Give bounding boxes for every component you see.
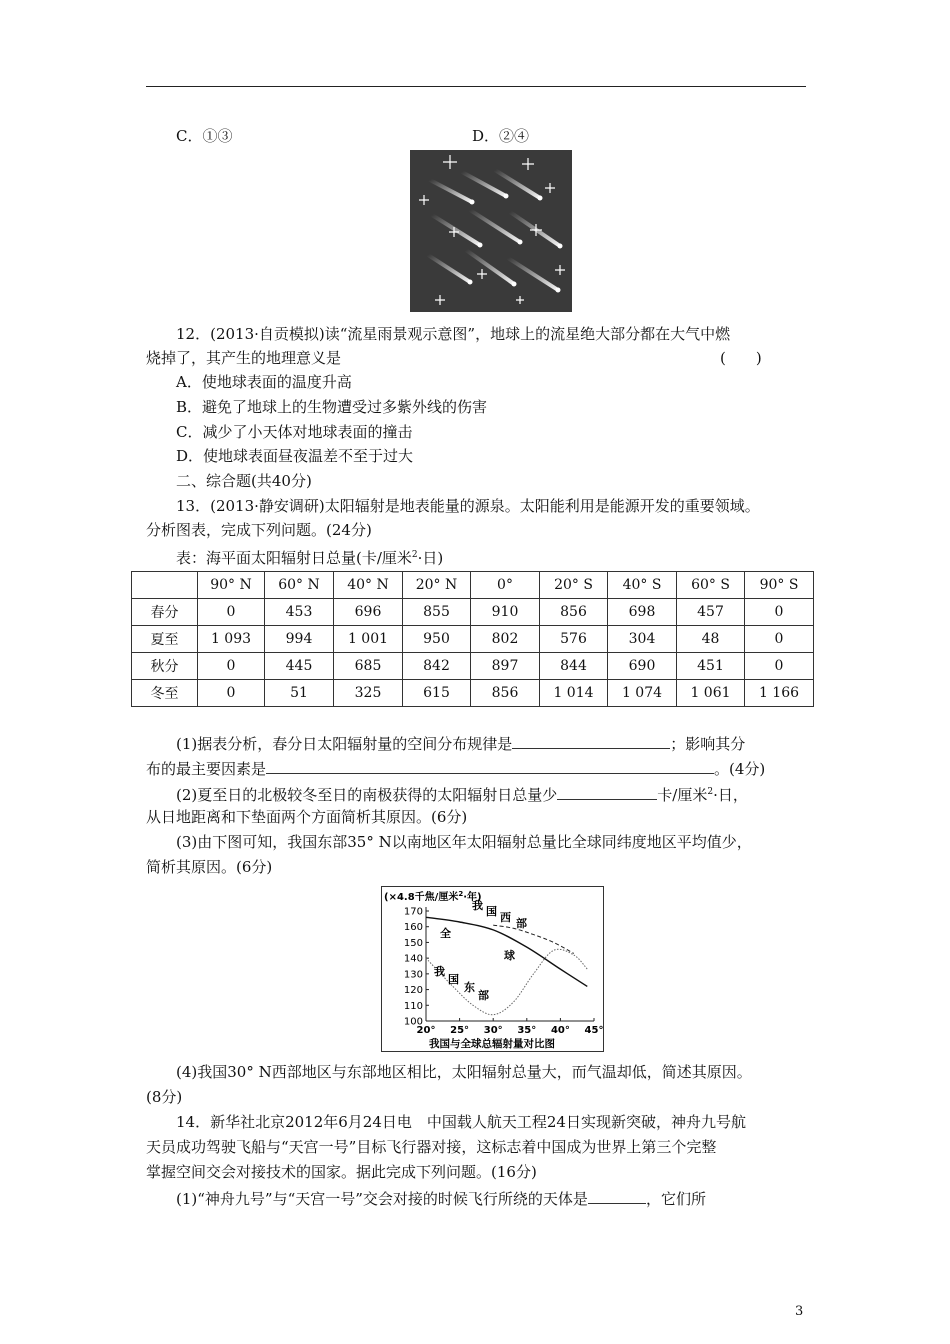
answer-blank[interactable] [266, 757, 714, 774]
q13-line1: 13．(2013·静安调研)太阳辐射是地表能量的源泉。太阳能利用是能源开发的重要领域。 [176, 497, 760, 515]
q13-sub2-line1: (2)夏至日的北极较冬至日的南极获得的太阳辐射日总量少 卡/厘米$^2$·日， [176, 782, 748, 805]
table-cell: 950 [403, 626, 471, 653]
chart-annotation-east: 我 [434, 965, 445, 978]
chart-x-tick-label: 45° [584, 1025, 603, 1036]
table-cell: 1 001 [334, 626, 403, 653]
q13-sub4-line2: (8分) [146, 1088, 183, 1106]
table-cell: 1 166 [745, 680, 814, 707]
q13-sub1-line1: (1)据表分析，春分日太阳辐射量的空间分布规律是 ；影响其分 [176, 732, 745, 754]
page-number: 3 [795, 1304, 804, 1319]
q13-line2: 分析图表，完成下列问题。(24分) [146, 521, 372, 539]
q12-line1: 12．(2013·自贡模拟)读“流星雨景观示意图”，地球上的流星绝大部分都在大气中燃 [176, 325, 731, 343]
table-cell [132, 572, 198, 599]
q14-line3: 掌握空间交会对接技术的国家。据此完成下列问题。(16分) [146, 1163, 537, 1181]
chart-annotation-global: 全 [440, 927, 451, 940]
chart-y-tick-label: 130 [403, 969, 423, 981]
table-cell: 1 061 [677, 680, 745, 707]
q13-sub3-line1: (3)由下图可知，我国东部35° N以南地区年太阳辐射总量比全球同纬度地区平均值少， [176, 833, 752, 851]
table-cell: 40° N [334, 572, 403, 599]
meteor-head [518, 240, 523, 245]
chart-annotation-west: 部 [516, 917, 527, 930]
table-cell: 615 [403, 680, 471, 707]
table-cell: 90° S [745, 572, 814, 599]
chart-x-tick-label: 40° [550, 1025, 570, 1036]
q13-sub1-line2: 布的最主要因素是 。(4分) [146, 757, 765, 779]
table-cell: 855 [403, 599, 471, 626]
chart-x-tick-label: 35° [517, 1025, 537, 1036]
table-cell: 0° [471, 572, 540, 599]
table-cell: 685 [334, 653, 403, 680]
chart-annotation-west: 西 [500, 911, 511, 924]
table-cell: 0 [745, 626, 814, 653]
q12-option-c: C．减少了小天体对地球表面的撞击 [176, 423, 413, 441]
table-cell: 夏至 [132, 626, 198, 653]
table-cell: 1 014 [540, 680, 608, 707]
meteor-head [538, 196, 543, 201]
q14-sub1-line1: (1)“神舟九号”与“天宫一号”交会对接的时候飞行所绕的天体是 ，它们所 [176, 1187, 706, 1209]
chart-y-tick-label: 140 [403, 953, 423, 965]
section-heading: 二、综合题(共40分) [176, 472, 312, 490]
chart-annotation-west: 国 [486, 905, 497, 918]
table-cell: 1 074 [608, 680, 677, 707]
table-cell: 856 [540, 599, 608, 626]
chart-annotation-east: 东 [464, 981, 475, 994]
table-cell: 60° N [265, 572, 334, 599]
chart-annotation-east: 部 [478, 989, 489, 1002]
table-cell: 冬至 [132, 680, 198, 707]
radiation-table [131, 571, 814, 707]
meteor-head [558, 244, 563, 249]
table-cell: 春分 [132, 599, 198, 626]
table-cell: 325 [334, 680, 403, 707]
table-row [132, 653, 814, 680]
table-cell: 0 [745, 599, 814, 626]
meteor-head [478, 243, 483, 248]
chart-ylabel: (×4.8千焦/厘米$^2$·年) [384, 890, 482, 903]
header-rule [146, 86, 806, 87]
table-cell: 457 [677, 599, 745, 626]
table-cell: 897 [471, 653, 540, 680]
table-cell: 1 093 [198, 626, 265, 653]
table-cell: 994 [265, 626, 334, 653]
table-cell: 698 [608, 599, 677, 626]
table-cell: 856 [471, 680, 540, 707]
table-cell: 576 [540, 626, 608, 653]
table-cell: 40° S [608, 572, 677, 599]
table-cell: 453 [265, 599, 334, 626]
radiation-chart [381, 886, 604, 1052]
chart-x-tick-label: 20° [416, 1025, 436, 1036]
q12-option-b: B．避免了地球上的生物遭受过多紫外线的伤害 [176, 398, 488, 416]
q12-option-a: A．使地球表面的温度升高 [176, 373, 352, 391]
meteor-head [504, 194, 509, 199]
chart-y-tick-label: 170 [403, 906, 423, 918]
table-cell: 842 [403, 653, 471, 680]
chart-annotation-global: 球 [504, 949, 515, 962]
table-cell: 445 [265, 653, 334, 680]
q13-sub3-line2: 简析其原因。(6分) [146, 858, 273, 876]
table-caption: 表：海平面太阳辐射日总量(卡/厘米$^2$·日) [176, 549, 444, 567]
q13-sub2-line2: 从日地距离和下垫面两个方面简析其原因。(6分) [146, 808, 468, 826]
q13-sub4-line1: (4)我国30° N西部地区与东部地区相比，太阳辐射总量大，而气温却低，简述其原因。 [176, 1063, 752, 1081]
table-row [132, 626, 814, 653]
chart-y-tick-label: 100 [403, 1016, 423, 1028]
table-cell: 48 [677, 626, 745, 653]
table-cell: 0 [198, 680, 265, 707]
meteor-head [556, 288, 561, 293]
answer-blank[interactable] [512, 732, 670, 749]
table-cell: 690 [608, 653, 677, 680]
answer-blank[interactable] [588, 1187, 646, 1204]
chart-title: 我国与全球总辐射量对比图 [429, 1038, 555, 1050]
q14-line1: 14．新华社北京2012年6月24日电 中国载人航天工程24日实现新突破，神舟九号航 [176, 1113, 746, 1131]
table-cell: 451 [677, 653, 745, 680]
chart-annotation-west: 我 [472, 899, 483, 912]
table-row [132, 680, 814, 707]
chart-x-tick-label: 25° [450, 1025, 470, 1036]
meteor-head [468, 280, 473, 285]
chart-y-tick-label: 160 [403, 922, 423, 934]
table-cell: 秋分 [132, 653, 198, 680]
table-cell: 696 [334, 599, 403, 626]
chart-y-tick-label: 110 [403, 1000, 423, 1012]
table-cell: 51 [265, 680, 334, 707]
chart-y-tick-label: 150 [403, 937, 423, 949]
chart-x-tick-label: 30° [483, 1025, 503, 1036]
option-c: C．①③ [176, 127, 233, 145]
table-cell: 304 [608, 626, 677, 653]
table-cell: 910 [471, 599, 540, 626]
table-cell: 90° N [198, 572, 265, 599]
chart-y-tick-label: 120 [403, 985, 423, 997]
q12-line2: 烧掉了，其产生的地理意义是 [146, 349, 342, 367]
table-cell: 0 [745, 653, 814, 680]
table-cell: 802 [471, 626, 540, 653]
q14-line2: 天员成功驾驶飞船与“天宫一号”目标飞行器对接，这标志着中国成为世界上第三个完整 [146, 1138, 717, 1156]
table-header-row [132, 572, 814, 599]
meteor-head [470, 200, 475, 205]
table-cell: 0 [198, 599, 265, 626]
answer-blank[interactable] [557, 783, 657, 800]
q12-answer-paren: ( ) [720, 349, 762, 367]
meteor-shower-image [410, 150, 572, 312]
table-cell: 844 [540, 653, 608, 680]
meteor-head [512, 282, 517, 287]
table-cell: 20° N [403, 572, 471, 599]
chart-annotation-east: 国 [448, 973, 459, 986]
table-cell: 0 [198, 653, 265, 680]
q12-option-d: D．使地球表面昼夜温差不至于过大 [176, 447, 414, 465]
table-cell: 20° S [540, 572, 608, 599]
radiation-chart-svg [382, 887, 603, 1051]
table-row [132, 599, 814, 626]
option-d: D．②④ [472, 127, 530, 145]
table-cell: 60° S [677, 572, 745, 599]
